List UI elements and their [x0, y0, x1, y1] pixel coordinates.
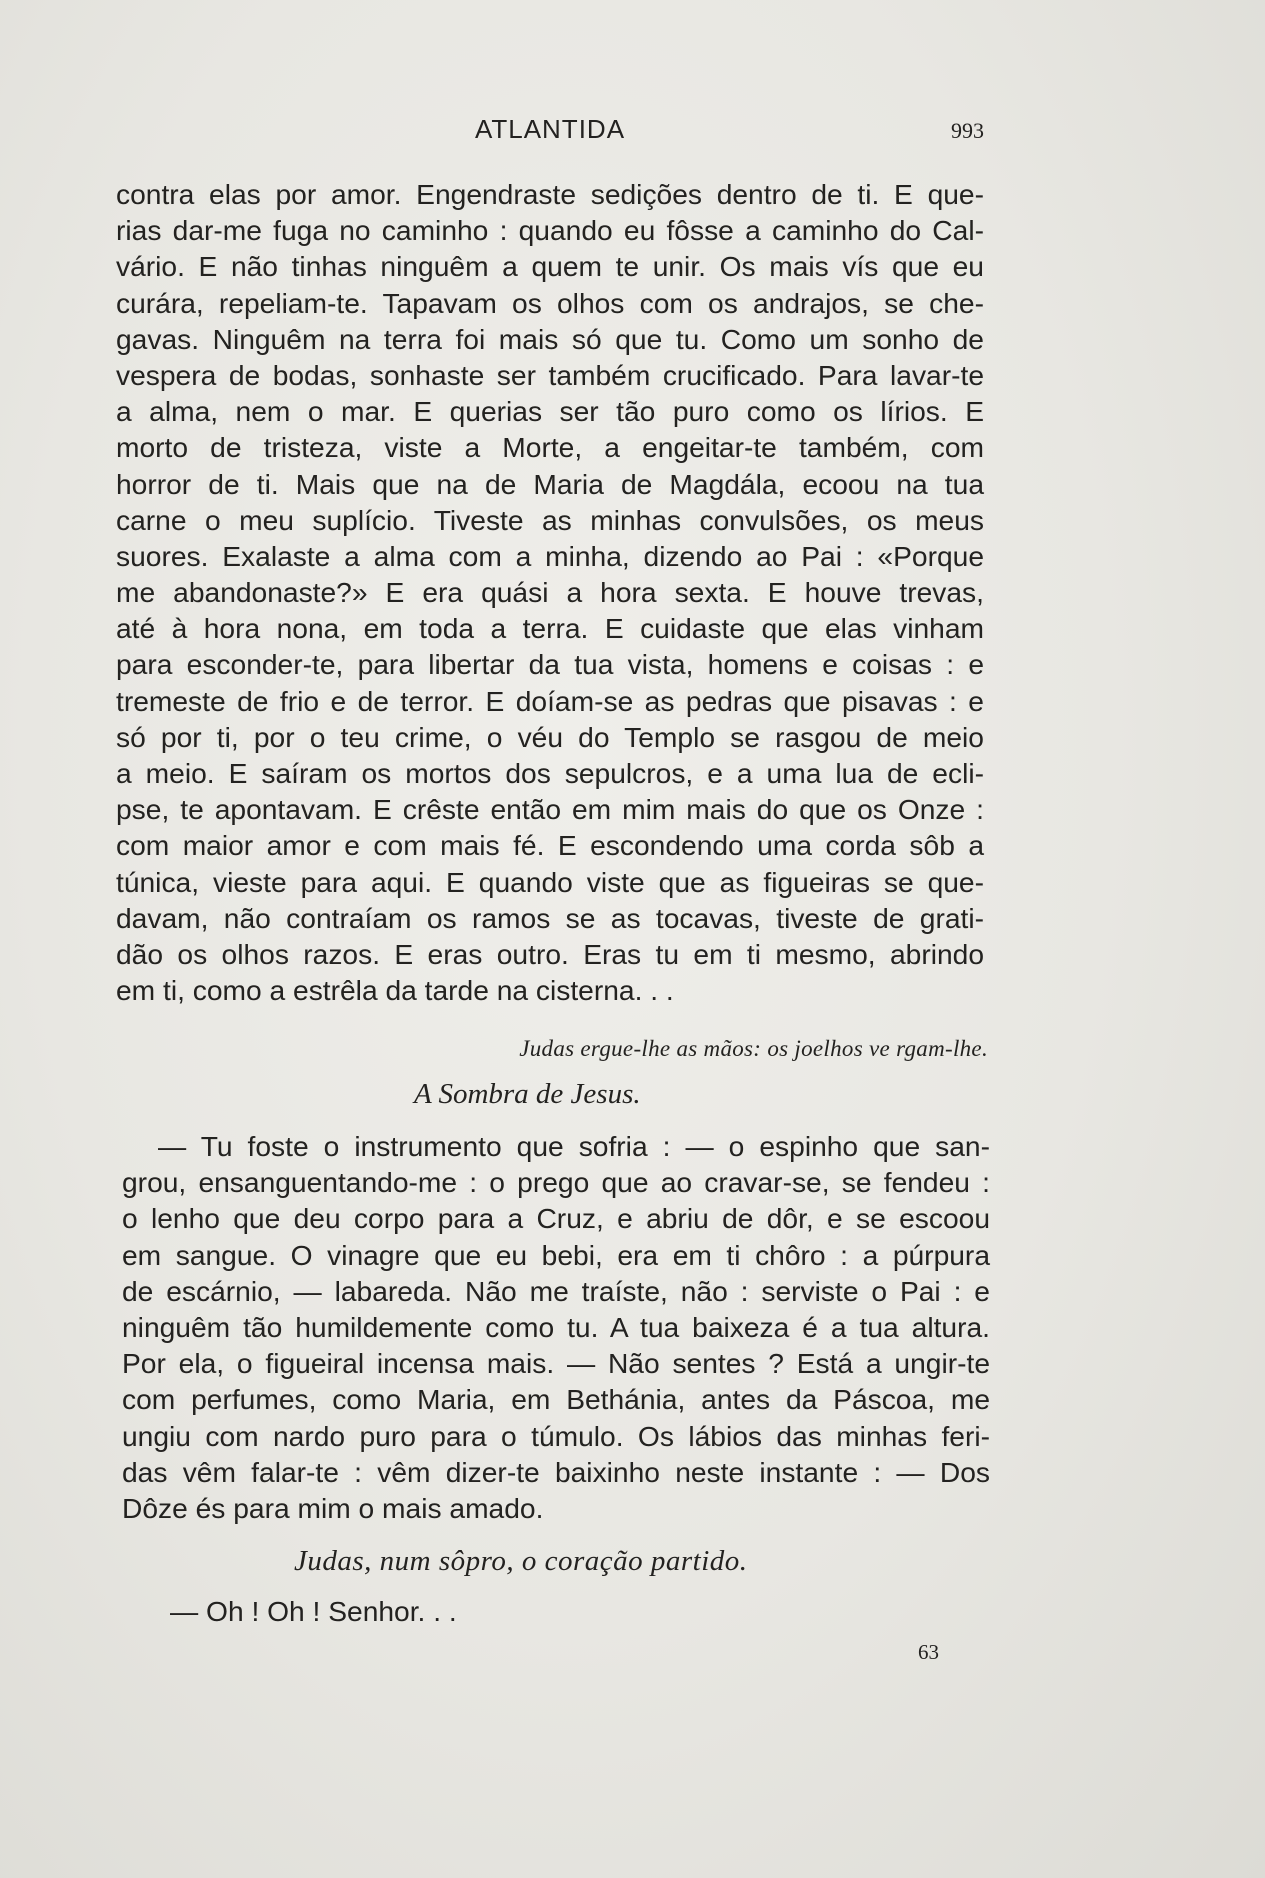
- page-header: [116, 114, 984, 150]
- text-line: Por ela, o figueiral incensa mais. — Não sentes ? Está a ungir-te: [122, 1347, 990, 1380]
- stage-direction: Judas ergue-lhe as mãos: os joelhos ve rgam-lhe.: [519, 1036, 988, 1061]
- text-line: gavas. Ninguêm na terra foi mais só que tu. Como um sonho de: [116, 322, 984, 355]
- text-line: com perfumes, como Maria, em Bethánia, antes da Páscoa, me: [122, 1383, 990, 1416]
- text-line: carne o meu suplício. Tiveste as minhas convulsões, os meus: [116, 503, 984, 536]
- text-line: a alma, nem o mar. E querias ser tão puro como os lírios. E: [116, 395, 984, 428]
- text-line: morto de tristeza, viste a Morte, a engeitar-te também, com: [116, 431, 984, 464]
- stage-direction: Judas, num sôpro, o coração partido.: [294, 1545, 748, 1577]
- text-line: até à hora nona, em toda a terra. E cuidaste que elas vinham: [116, 612, 984, 645]
- text-line: a meio. E saíram os mortos dos sepulcros, e a uma lua de ecli-: [116, 757, 984, 789]
- text-line: me abandonaste?» E era quási a hora sexta. E houve trevas,: [116, 576, 984, 609]
- text-line: horror de ti. Mais que na de Maria de Magdála, ecoou na tua: [116, 467, 984, 500]
- text-line: rias dar-me fuga no caminho : quando eu fôsse a caminho do Cal-: [116, 214, 984, 247]
- running-title: ATLANTIDA: [474, 114, 626, 144]
- text-line: vespera de bodas, sonhaste ser também crucificado. Para lavar-te: [116, 358, 984, 391]
- paragraph-2: [122, 1128, 990, 1526]
- text-line: de escárnio, — labareda. Não me traíste, não : serviste o Pai : e: [122, 1274, 990, 1307]
- signature-mark: 63: [918, 1640, 939, 1664]
- speaker-heading: A Sombra de Jesus.: [414, 1078, 641, 1110]
- text-line: o lenho que deu corpo para a Cruz, e abriu de dôr, e se escoou: [122, 1202, 990, 1235]
- text-line: contra elas por amor. Engendraste sedições dentro de ti. E que-: [116, 178, 984, 210]
- text-line: túnica, vieste para aqui. E quando viste que as figueiras se que-: [116, 865, 984, 898]
- page-number: 993: [951, 118, 984, 143]
- text-line: ninguêm tão humildemente como tu. A tua baixeza é a tua altura.: [122, 1310, 990, 1343]
- text-line: em sangue. O vinagre que eu bebi, era em ti chôro : a púrpura: [122, 1238, 990, 1271]
- text-line: para esconder-te, para libertar da tua vista, homens e coisas : e: [116, 648, 984, 681]
- text-line: ungiu com nardo puro para o túmulo. Os lábios das minhas feri-: [122, 1419, 990, 1452]
- text-line: em ti, como a estrêla da tarde na cisterna. . .: [116, 974, 674, 1007]
- text-line: suores. Exalaste a alma com a minha, dizendo ao Pai : «Porque: [116, 539, 984, 572]
- text-line: das vêm falar-te : vêm dizer-te baixinho neste instante : — Dos: [122, 1455, 990, 1488]
- text-line: — Tu foste o instrumento que sofria : — o espinho que san-: [158, 1130, 990, 1162]
- text-line: pse, te apontavam. E crêste então em mim mais do que os Onze :: [116, 793, 984, 826]
- text-line: tremeste de frio e de terror. E doíam-se as pedras que pisavas : e: [116, 684, 984, 717]
- text-line: curára, repeliam-te. Tapavam os olhos com os andrajos, se che-: [116, 286, 984, 319]
- text-line: dão os olhos razos. E eras outro. Eras tu em ti mesmo, abrindo: [116, 937, 984, 970]
- text-line: vário. E não tinhas ninguêm a quem te unir. Os mais vís que eu: [116, 250, 984, 283]
- dialogue-line: — Oh ! Oh ! Senhor. . .: [170, 1595, 457, 1627]
- text-line: Dôze és para mim o mais amado.: [122, 1491, 544, 1524]
- paragraph-1: [116, 176, 984, 1008]
- text-line: com maior amor e com mais fé. E escondendo uma corda sôb a: [116, 829, 984, 862]
- text-line: davam, não contraíam os ramos se as tocavas, tiveste de grati-: [116, 901, 984, 934]
- text-line: só por ti, por o teu crime, o véu do Templo se rasgou de meio: [116, 720, 984, 753]
- text-line: grou, ensanguentando-me : o prego que ao cravar-se, se fendeu :: [122, 1166, 990, 1199]
